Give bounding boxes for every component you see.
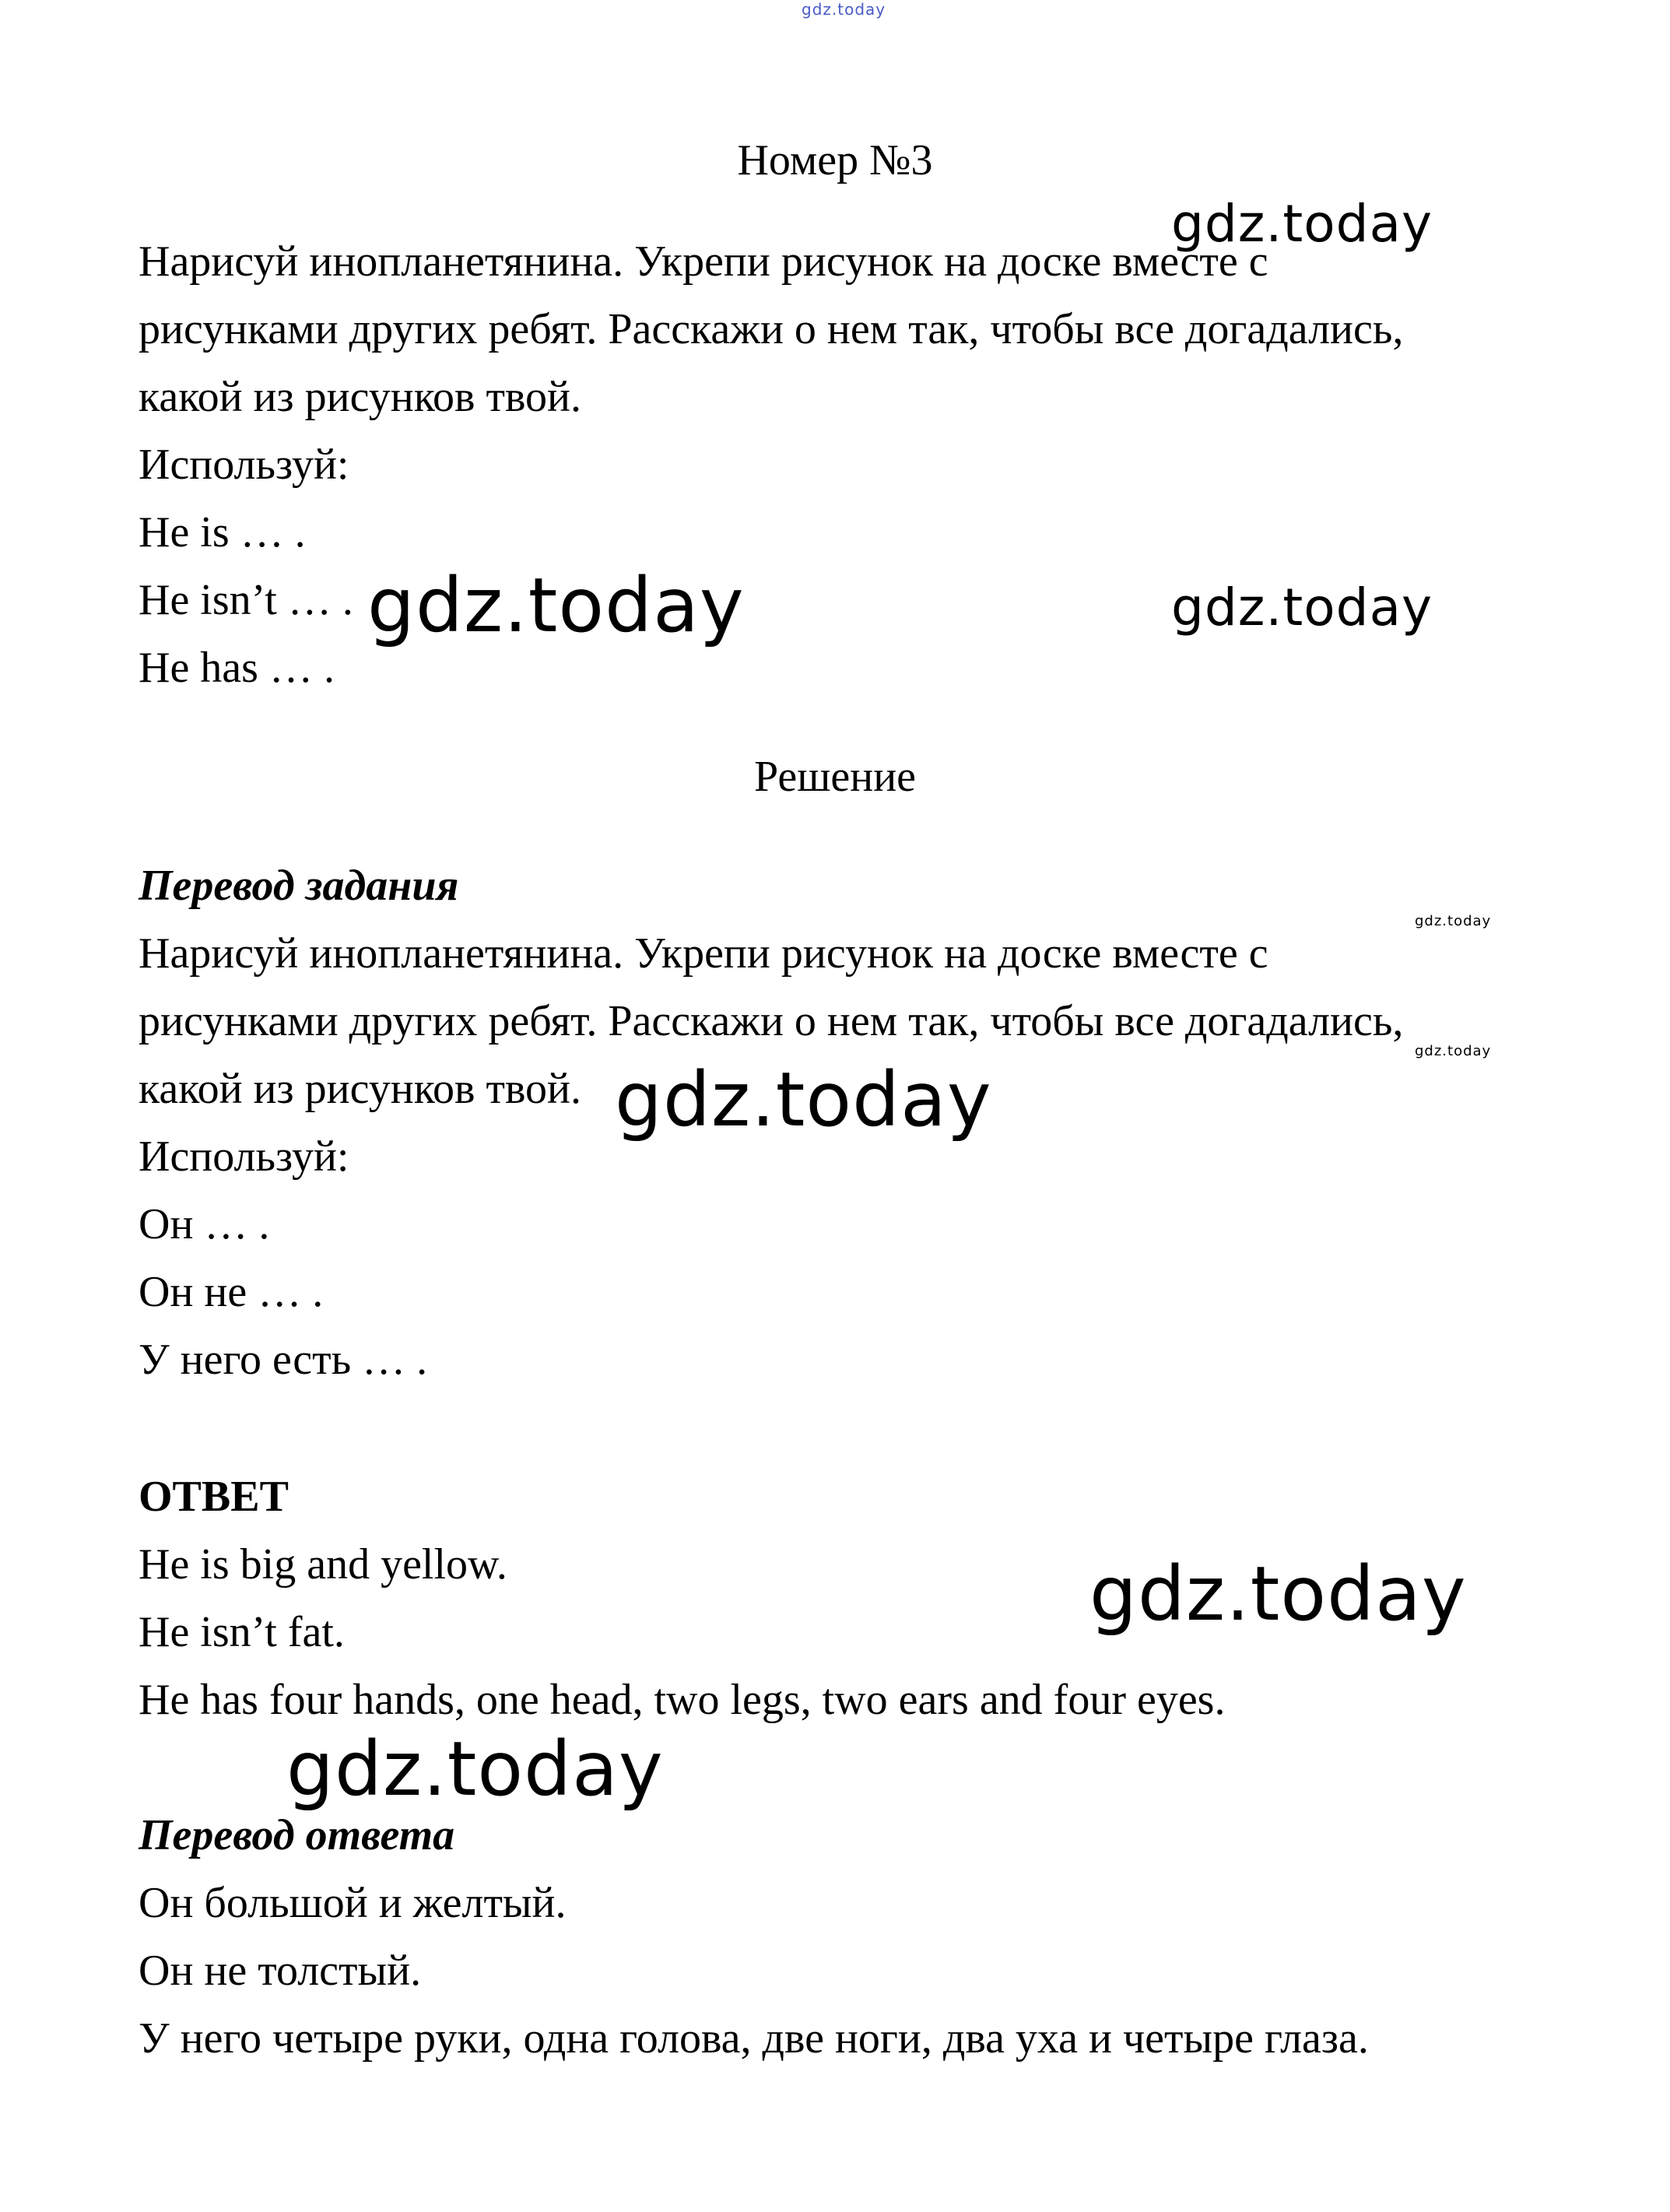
task-line-4: Используй: bbox=[139, 441, 349, 489]
watermark-2: gdz.today bbox=[367, 562, 745, 649]
watermark-small-2: gdz.today bbox=[1415, 1043, 1492, 1059]
translation-answer-line-3: У него четыре руки, одна голова, две ноги, два уха и четыре глаза. bbox=[139, 2014, 1369, 2063]
page-title: Номер №3 bbox=[737, 136, 933, 184]
answer-line-3: He has four hands, one head, two legs, two ears and four eyes. bbox=[139, 1676, 1226, 1724]
translation-task-line-4: Используй: bbox=[139, 1132, 349, 1181]
task-line-6: He isn’t … . bbox=[139, 576, 353, 624]
watermark-1: gdz.today bbox=[1171, 194, 1433, 254]
translation-answer-heading: Перевод ответа bbox=[139, 1811, 455, 1859]
translation-task-line-3: какой из рисунков твой. bbox=[139, 1065, 581, 1113]
translation-task-line-2: рисунками других ребят. Расскажи о нем так, чтобы все догадались, bbox=[139, 997, 1404, 1045]
task-line-3: какой из рисунков твой. bbox=[139, 373, 581, 421]
answer-line-1: He is big and yellow. bbox=[139, 1540, 507, 1589]
answer-heading: ОТВЕТ bbox=[139, 1473, 289, 1521]
watermark-4: gdz.today bbox=[615, 1056, 992, 1143]
translation-answer-line-2: Он не толстый. bbox=[139, 1947, 422, 1995]
watermark-5: gdz.today bbox=[1089, 1550, 1467, 1638]
task-line-1: Нарисуй инопланетянина. Укрепи рисунок на доске вместе с bbox=[139, 237, 1268, 286]
translation-task-line-6: Он не … . bbox=[139, 1268, 324, 1316]
translation-answer-line-1: Он большой и желтый. bbox=[139, 1879, 567, 1927]
answer-line-2: He isn’t fat. bbox=[139, 1608, 345, 1656]
task-line-7: He has … . bbox=[139, 644, 335, 692]
solution-heading: Решение bbox=[753, 753, 917, 801]
translation-task-line-1: Нарисуй инопланетянина. Укрепи рисунок на доске вместе с bbox=[139, 929, 1268, 978]
task-line-5: He is … . bbox=[139, 508, 306, 557]
watermark-top: gdz.today bbox=[802, 0, 886, 19]
watermark-small-1: gdz.today bbox=[1415, 913, 1492, 929]
watermark-3: gdz.today bbox=[1171, 578, 1433, 637]
translation-task-line-7: У него есть … . bbox=[139, 1336, 428, 1384]
translation-task-heading: Перевод задания bbox=[139, 862, 459, 910]
translation-task-line-5: Он … . bbox=[139, 1200, 270, 1248]
watermark-6: gdz.today bbox=[286, 1726, 664, 1813]
task-line-2: рисунками других ребят. Расскажи о нем так, чтобы все догадались, bbox=[139, 305, 1404, 353]
